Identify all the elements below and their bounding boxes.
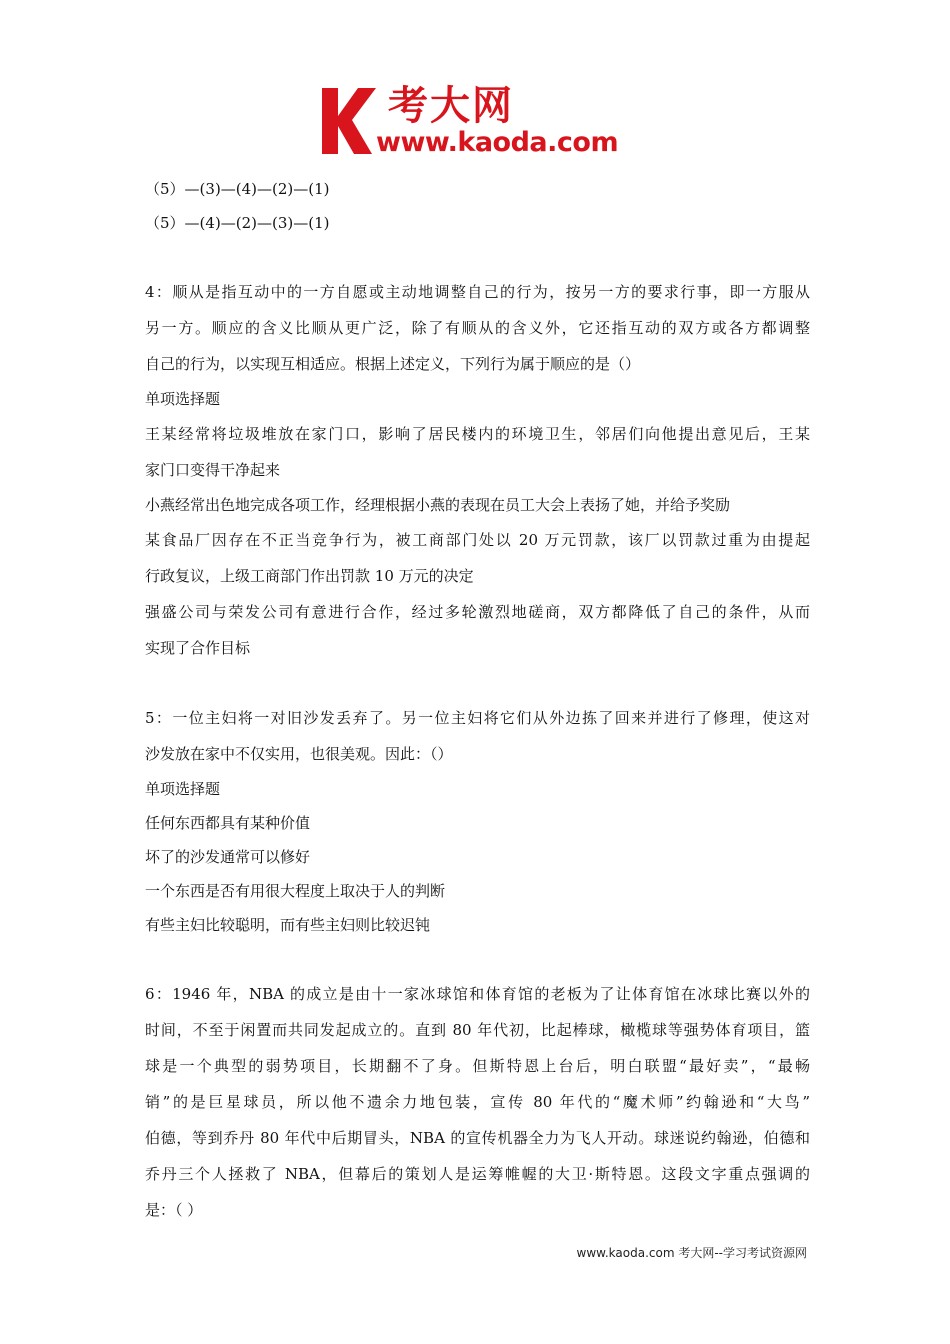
logo-brand-text: 考大网 bbox=[388, 83, 514, 129]
question-text-line: 另一方。顺应的含义比顺从更广泛，除了有顺从的含义外，它还指互动的双方或各方都调整 bbox=[145, 319, 810, 337]
question-text-line: 销”的是巨星球员，所以他不遗余力地包装，宣传 80 年代的“魔术师”约翰逊和“大鸟” bbox=[145, 1093, 810, 1111]
option-b-line: 坏了的沙发通常可以修好 bbox=[145, 848, 311, 866]
page-footer: www.kaoda.com 考大网--学习考试资源网 bbox=[576, 1246, 807, 1260]
question-6 bbox=[145, 976, 810, 1228]
option-a-line: 任何东西都具有某种价值 bbox=[145, 814, 311, 832]
question-text-line: 时间，不至于闲置而共同发起成立的。直到 80 年代初，比起棒球，橄榄球等强势体育项目，篮 bbox=[145, 1021, 810, 1039]
document-body bbox=[145, 172, 810, 1228]
option-d-line: 强盛公司与荣发公司有意进行合作，经过多轮激烈地磋商，双方都降低了自己的条件，从而 bbox=[145, 603, 810, 621]
question-type: 单项选择题 bbox=[145, 390, 221, 408]
logo-url-text: www.kaoda.com bbox=[376, 127, 619, 158]
question-type: 单项选择题 bbox=[145, 780, 221, 798]
option-d-line: 实现了合作目标 bbox=[145, 639, 251, 657]
question-text-line: 自己的行为，以实现互相适应。根据上述定义，下列行为属于顺应的是（） bbox=[145, 355, 641, 373]
question-4 bbox=[145, 274, 810, 666]
prev-option-2: （5）—(4)—(2)—(3)—(1) bbox=[145, 214, 330, 232]
question-text-line: 伯德，等到乔丹 80 年代中后期冒头，NBA 的宣传机器全力为飞人开动。球迷说约翰逊，伯德和 bbox=[145, 1129, 810, 1147]
question-text-line: 4：顺从是指互动中的一方自愿或主动地调整自己的行为，按另一方的要求行事，即一方服从 bbox=[145, 283, 810, 301]
question-text-line: 是：（ ） bbox=[145, 1201, 203, 1219]
question-text-line: 球是一个典型的弱势项目，长期翻不了身。但斯特恩上台后，明白联盟“最好卖”，“最畅 bbox=[145, 1057, 810, 1075]
option-c-line: 某食品厂因存在不正当竞争行为，被工商部门处以 20 万元罚款，该厂以罚款过重为由提起 bbox=[145, 531, 810, 549]
question-text-line: 乔丹三个人拯救了 NBA，但幕后的策划人是运筹帷幄的大卫·斯特恩。这段文字重点强调的 bbox=[145, 1165, 810, 1183]
kaoda-logo bbox=[318, 84, 638, 160]
question-5 bbox=[145, 700, 810, 942]
option-c-line: 行政复议，上级工商部门作出罚款 10 万元的决定 bbox=[145, 567, 474, 585]
k-logo-icon bbox=[318, 86, 382, 156]
option-a-line: 家门口变得干净起来 bbox=[145, 461, 281, 479]
question-text-line: 6：1946 年，NBA 的成立是由十一家冰球馆和体育馆的老板为了让体育馆在冰球比赛以外的 bbox=[145, 985, 810, 1003]
option-c-line: 一个东西是否有用很大程度上取决于人的判断 bbox=[145, 882, 446, 900]
question-text-line: 5：一位主妇将一对旧沙发丢弃了。另一位主妇将它们从外边拣了回来并进行了修理，使这对 bbox=[145, 709, 810, 727]
option-a-line: 王某经常将垃圾堆放在家门口，影响了居民楼内的环境卫生，邻居们向他提出意见后，王某 bbox=[145, 425, 810, 443]
question-text-line: 沙发放在家中不仅实用，也很美观。因此：（） bbox=[145, 745, 453, 763]
prev-option-1: （5）—(3)—(4)—(2)—(1) bbox=[145, 180, 330, 198]
option-b-line: 小燕经常出色地完成各项工作，经理根据小燕的表现在员工大会上表扬了她，并给予奖励 bbox=[145, 496, 731, 514]
option-d-line: 有些主妇比较聪明，而有些主妇则比较迟钝 bbox=[145, 916, 431, 934]
